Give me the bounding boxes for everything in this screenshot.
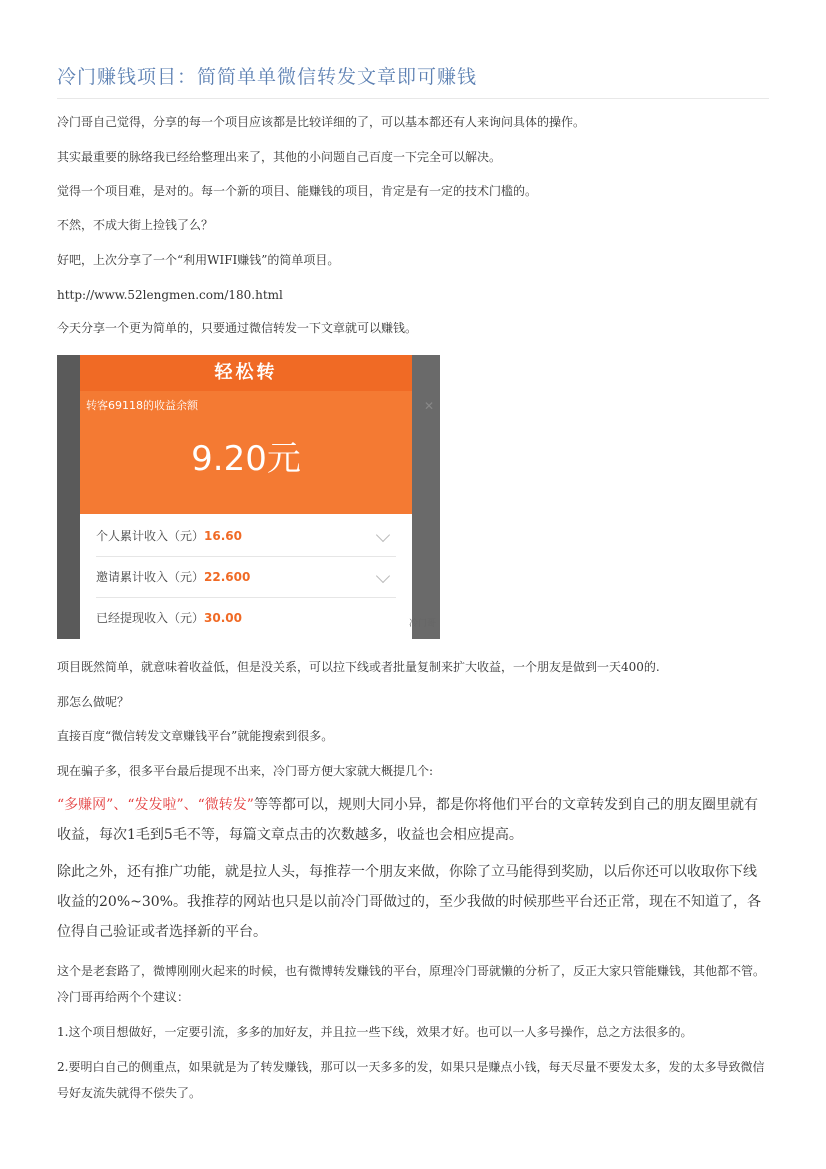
income-row-label: 个人累计收入（元） xyxy=(96,529,205,543)
title-divider xyxy=(57,98,769,99)
screenshot-left-edge xyxy=(57,355,80,639)
paragraph-11: 现在骗子多，很多平台最后提现不出来，冷门哥方便大家就大概提几个: xyxy=(57,764,434,778)
income-row xyxy=(96,598,396,638)
paragraph-10: 直接百度“微信转发文章赚钱平台”就能搜索到很多。 xyxy=(57,729,334,743)
income-row xyxy=(96,516,396,557)
paragraph-9: 那怎么做呢？ xyxy=(57,695,130,709)
chevron-down-icon xyxy=(376,528,390,542)
balance-area xyxy=(80,391,412,514)
platform-names: “多赚网”、“发发啦”、“微转发” xyxy=(57,797,254,813)
paragraph-12-text: 等等都可以，规则大同小异，都是你将他们平台的文章转发到自己的朋友圈里就有收益，每次1毛到5毛不等，每篇文章点击的次数越多，收益也会相应提高。 xyxy=(57,797,758,843)
income-row-value: 22.600 xyxy=(204,570,251,584)
earnings-screenshot xyxy=(57,355,440,639)
paragraph-7: 今天分享一个更为简单的，只要通过微信转发一下文章就可以赚钱。 xyxy=(57,321,418,335)
paragraph-16: 2.要明白自己的侧重点，如果就是为了转发赚钱，那可以一天多多的发，如果只是赚点小钱，每天尽量不要发太多，发的太多导致微信号好友流失就得不偿失了。 xyxy=(57,1060,765,1100)
screenshot-right-edge xyxy=(412,355,440,639)
income-list xyxy=(80,514,412,639)
paragraph-15: 1.这个项目想做好，一定要引流，多多的加好友，并且拉一些下线，效果才好。也可以一人多号操作，总之方法很多的。 xyxy=(57,1025,693,1039)
paragraph-14: 这个是老套路了，微博刚刚火起来的时候，也有微博转发赚钱的平台，原理冷门哥就懒的分析了，反正大家只管能赚钱，其他都不管。冷门哥再给两个个建议： xyxy=(57,964,766,1004)
paragraph-13: 除此之外，还有推广功能，就是拉人头，每推荐一个朋友来做，你除了立马能得到奖励，以后你还可以收取你下线收益的20%~30%。我推荐的网站也只是以前冷门哥做过的，至少我做的时候那些平台还正常，现在不知道了，各位得自己验证或者选择新的平台。 xyxy=(57,864,761,940)
watermark: 冷门哥 xyxy=(408,619,436,629)
paragraph-12 xyxy=(57,790,769,850)
income-row-value: 16.60 xyxy=(204,529,242,543)
paragraph-5: 好吧，上次分享了一个“利用WIFI赚钱”的简单项目。 xyxy=(57,253,340,267)
income-row-label: 已经提现收入（元） xyxy=(96,611,205,625)
paragraph-3: 觉得一个项目难，是对的。每一个新的项目、能赚钱的项目，肯定是有一定的技术门槛的。 xyxy=(57,184,538,198)
balance-label: 转客69118的收益余额 xyxy=(86,399,198,412)
income-row-label: 邀请累计收入（元） xyxy=(96,570,205,584)
income-row xyxy=(96,557,396,598)
close-icon: ✕ xyxy=(423,399,434,413)
article-link[interactable]: http://www.52lengmen.com/180.html xyxy=(57,288,283,302)
paragraph-1: 冷门哥自己觉得，分享的每一个项目应该都是比较详细的了，可以基本都还有人来询问具体的操作。 xyxy=(57,115,586,129)
article-title: 冷门赚钱项目：简简单单微信转发文章即可赚钱 xyxy=(57,66,478,88)
paragraph-8: 项目既然简单，就意味着收益低，但是没关系，可以拉下线或者批量复制来扩大收益，一个朋友是做到一天400的. xyxy=(57,660,660,674)
paragraph-2: 其实最重要的脉络我已经给整理出来了，其他的小问题自己百度一下完全可以解决。 xyxy=(57,150,502,164)
balance-amount: 9.20元 xyxy=(191,439,301,479)
income-row-value: 30.00 xyxy=(204,611,242,625)
panel-header: 轻松转 xyxy=(80,355,412,391)
paragraph-4: 不然，不成大街上捡钱了么？ xyxy=(57,218,214,232)
earnings-panel xyxy=(80,355,412,639)
chevron-down-icon xyxy=(376,569,390,583)
